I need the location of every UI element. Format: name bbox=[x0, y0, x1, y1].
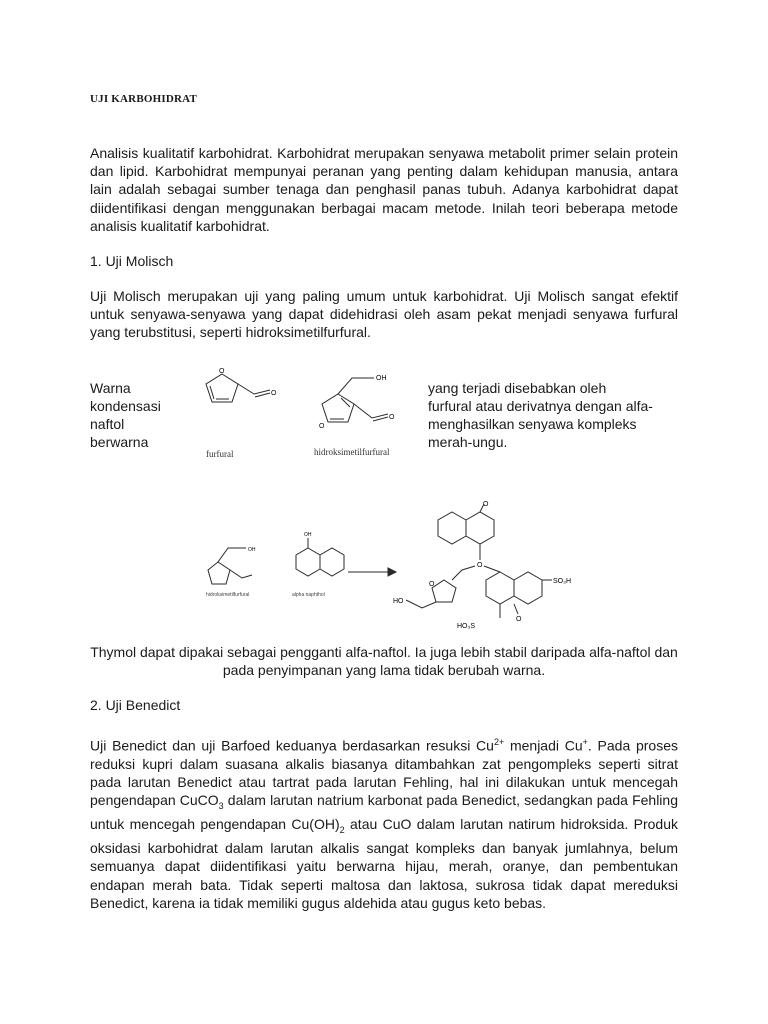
superscript: + bbox=[582, 737, 588, 747]
label-hmf-small: hidroksimetilfurfural bbox=[206, 592, 250, 598]
superscript: 2+ bbox=[493, 737, 505, 747]
right-line: menghasilkan senyawa kompleks bbox=[428, 416, 637, 432]
carbonyl-bond bbox=[514, 604, 518, 614]
left-line: kondensasi bbox=[90, 398, 161, 414]
hydroxymethyl-chain bbox=[406, 600, 436, 608]
label-furfural: furfural bbox=[206, 449, 234, 459]
text-run: atau CuO dalam larutan natirum hidroksida. Produk oksidasi karbohidrat dalam larutan alkalis sangat kompleks dan banyak jumlahnya, belum semuanya dapat diidentifikasi yaitu berwarna hijau, merah, oranye, dan pembentukan endapan merah bata. Tidak seperti maltosa dan laktosa, sukrosa tidak dapat mereduksi Benedict, karena ia tidak memiliki gugus aldehida atau gugus keto bebas. bbox=[90, 816, 678, 911]
molisch-paragraph: Uji Molisch merupakan uji yang paling umum untuk karbohidrat. Uji Molisch sangat efektif untuk senyawa-senyawa yang dapat didehidrasi oleh asam pekat menjadi senyawa furfural yang terubstitusi, seperti hidroksimetilfurfural. bbox=[90, 288, 678, 341]
atom-label: OH bbox=[248, 547, 256, 553]
aldehyde-chain bbox=[238, 384, 270, 394]
atom-label: O bbox=[516, 616, 522, 623]
aromatic-ring bbox=[296, 548, 320, 576]
atom-label: OH bbox=[304, 532, 312, 538]
naphthol-structure bbox=[296, 532, 344, 576]
intro-paragraph: Analisis kualitatif karbohidrat. Karbohidrat merupakan senyawa metabolit primer selain protein dan lipid. Karbohidrat mempunyai peranan yang penting dalam kehidupan manusia, antara lain adalah sebagai sumber tenaga dan penghasil panas tubuh. Adanya karbohidrat dapat diidentifikasi dengan menggunakan berbagai macam metode. Inilah teori beberapa metode analisis kualitatif karbohidrat. bbox=[90, 145, 678, 234]
benedict-paragraph bbox=[90, 733, 678, 912]
hydroxymethyl-chain bbox=[338, 378, 374, 394]
text-run: . Pada proses reduksi kupri dalam suasana alkalis biasanya ditambahkan zat pengompleks seperti sitrat pada larutan Benedict atau tartrat pada larutan Fehling, hal ini dilakukan untuk mencegah pengendapan CuCO bbox=[90, 737, 679, 809]
section-heading-molisch: 1. Uji Molisch bbox=[90, 253, 174, 269]
page-title: UJI KARBOHIDRAT bbox=[90, 93, 198, 105]
atom-label: O bbox=[429, 581, 435, 588]
right-line: merah-ungu. bbox=[428, 434, 508, 450]
molisch-right-text bbox=[428, 379, 678, 451]
text-run: dalam larutan natrium karbonat pada Benedict, sedangkan pada Fehling untuk mencegah pengendapan Cu(OH) bbox=[90, 792, 678, 833]
left-line: naftol bbox=[90, 416, 125, 432]
aldehyde-chain bbox=[354, 404, 388, 418]
double-bond bbox=[341, 398, 350, 407]
atom-label: OH bbox=[376, 375, 387, 382]
single-bond bbox=[484, 566, 500, 572]
furan-ring bbox=[322, 394, 354, 422]
atom-label: O bbox=[319, 423, 325, 430]
atom-label: HO₃S bbox=[457, 623, 476, 630]
furan-ring bbox=[208, 562, 230, 584]
label-hmf: hidroksimetilfurfural bbox=[314, 447, 390, 457]
subscript: 2 bbox=[339, 825, 345, 836]
label-naphthol: alpha naphthol bbox=[292, 592, 325, 598]
left-line: Warna bbox=[90, 380, 131, 396]
aldehyde-chain bbox=[230, 570, 252, 578]
section-heading-benedict: 2. Uji Benedict bbox=[90, 697, 181, 713]
ether-chain bbox=[452, 566, 475, 580]
text-run: menjadi Cu bbox=[504, 737, 583, 754]
left-line: berwarna bbox=[90, 434, 149, 450]
atom-label: O bbox=[483, 501, 489, 508]
aromatic-ring bbox=[486, 572, 514, 604]
text-run: Uji Benedict dan uji Barfoed keduanya berdasarkan resuksi Cu bbox=[90, 737, 494, 754]
atom-label: SO₃H bbox=[553, 578, 572, 585]
atom-label: O bbox=[271, 390, 277, 397]
atom-label: HO bbox=[393, 598, 404, 605]
figure-molisch-reaction bbox=[200, 500, 580, 635]
subscript: 3 bbox=[218, 801, 224, 812]
aromatic-ring bbox=[438, 512, 466, 544]
product-structure bbox=[393, 501, 571, 630]
aromatic-ring bbox=[320, 548, 344, 576]
atom-label: O bbox=[219, 368, 225, 375]
hmf-structure bbox=[319, 375, 395, 430]
right-line: furfural atau derivatnya dengan alfa- bbox=[428, 398, 653, 414]
right-line: yang terjadi disebabkan oleh bbox=[428, 380, 607, 396]
aromatic-ring bbox=[514, 572, 542, 604]
molisch-left-text bbox=[90, 379, 180, 451]
atom-label: O bbox=[389, 414, 395, 421]
hydroxymethyl-chain bbox=[218, 548, 246, 562]
furfural-structure bbox=[206, 368, 277, 402]
atom-label: O bbox=[477, 562, 483, 569]
hmf-small-structure bbox=[208, 547, 256, 584]
aromatic-ring bbox=[466, 512, 494, 544]
furan-ring bbox=[432, 580, 456, 602]
arrow-head bbox=[388, 568, 396, 576]
thymol-paragraph: Thymol dapat dipakai sebagai pengganti alfa-naftol. Ia juga lebih stabil daripada alfa-naftol dan pada penyimpanan yang lama tidak berubah warna. bbox=[90, 644, 678, 679]
reaction-arrow bbox=[348, 568, 396, 576]
